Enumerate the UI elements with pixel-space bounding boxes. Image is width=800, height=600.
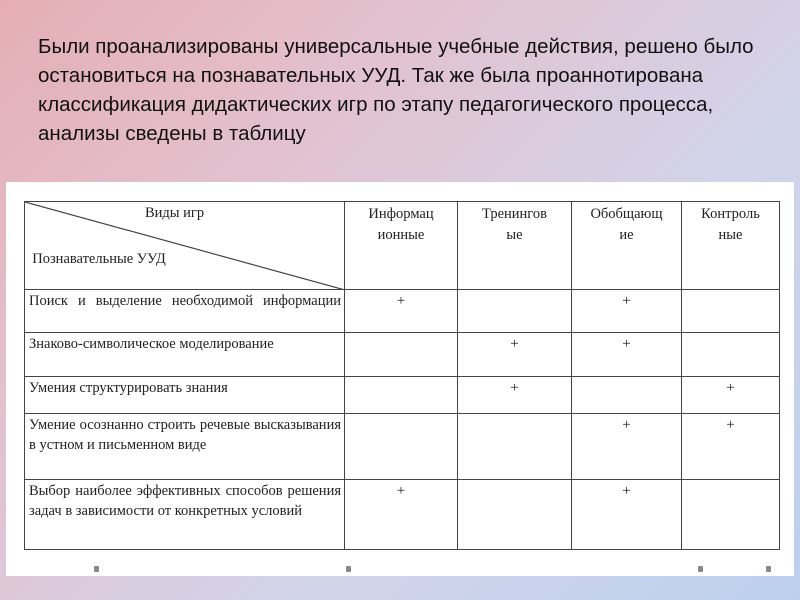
plus-mark (345, 414, 458, 480)
table-image-panel (6, 182, 794, 576)
plus-mark (458, 480, 572, 550)
plus-mark (682, 290, 780, 333)
column-header-informational: Информац ионные (345, 202, 458, 290)
plus-mark (345, 333, 458, 377)
game-types-table (24, 201, 780, 550)
plus-mark (682, 333, 780, 377)
column-header-training: Тренингов ые (458, 202, 572, 290)
corner-header-uud: Познавательные УУД (32, 251, 166, 267)
plus-mark (458, 414, 572, 480)
plus-mark: + (682, 377, 780, 414)
row-label: Знаково-символическое моделирование (25, 333, 345, 377)
plus-mark: + (345, 290, 458, 333)
row-label: Умения структурировать знания (25, 377, 345, 414)
slide-intro-text: Были проанализированы универсальные учебные действия, решено было остановиться на познавательных УУД. Так же была проаннотирована классификация дидактических игр по этапу педагогического процесса, анализы сведены в таблицу (38, 35, 754, 145)
corner-header-cell (25, 202, 345, 290)
plus-mark (458, 290, 572, 333)
plus-mark (345, 377, 458, 414)
table-row (25, 290, 780, 333)
table-row (25, 480, 780, 550)
row-label: Поиск и выделение необходимой информации (25, 290, 345, 333)
plus-mark: + (682, 414, 780, 480)
plus-mark: + (572, 480, 682, 550)
column-header-control: Контроль ные (682, 202, 780, 290)
table-row (25, 333, 780, 377)
cropped-text-residue (26, 566, 786, 574)
plus-mark: + (572, 333, 682, 377)
plus-mark (572, 377, 682, 414)
column-header-generalizing: Обобщающ ие (572, 202, 682, 290)
corner-header-game-types: Виды игр (145, 205, 205, 221)
plus-mark: + (572, 414, 682, 480)
plus-mark: + (345, 480, 458, 550)
table-row (25, 414, 780, 480)
table-header-row (25, 202, 780, 290)
row-label: Умение осознанно строить речевые высказывания в устном и письменном виде (25, 414, 345, 480)
plus-mark (682, 480, 780, 550)
plus-mark: + (458, 377, 572, 414)
plus-mark: + (458, 333, 572, 377)
table-row (25, 377, 780, 414)
plus-mark: + (572, 290, 682, 333)
row-label: Выбор наиболее эффективных способов решения задач в зависимости от конкретных условий (25, 480, 345, 550)
